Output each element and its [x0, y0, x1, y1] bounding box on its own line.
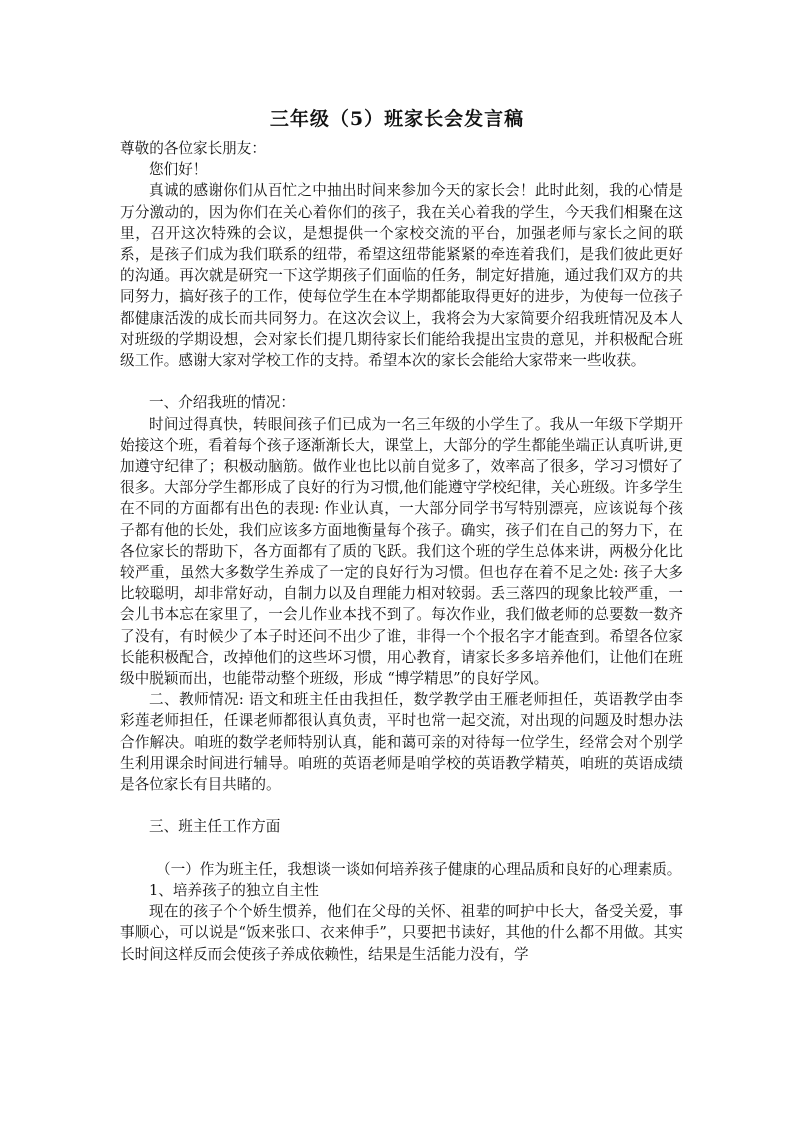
document-body — [120, 138, 683, 965]
salutation: 尊敬的各位家长朋友： — [120, 140, 266, 157]
section3-heading: 三、班主任工作方面 — [149, 818, 281, 836]
section1-heading: 一、介绍我班的情况： — [149, 394, 295, 412]
spacer — [120, 838, 683, 859]
section2-paragraph: 二、教师情况: 语文和班主任由我担任，数学教学由王雁老师担任，英语教学由李彩莲老师担任，任课老师都很认真负责，平时也常一起交流，对出现的问题及时想办法合作解决。咱班的数学老师特别认真，能和蔼可亲的对待每一位学生，经常会对个别学生利用课余时间进行辅导。咱班的英语老师是咱学校的英语教学精英，咱班的英语成绩是各位家长有目共睹的。 — [120, 691, 683, 794]
intro-paragraph: 真诚的感谢你们从百忙之中抽出时间来参加今天的家长会！此时此刻，我的心情是万分激动的，因为你们在关心着你们的孩子，我在关心着我的学生，今天我们相聚在这里，召开这次特殊的会议，是想提供一个家校交流的平台，加强老师与家长之间的联系，是孩子们成为我们联系的纽带，希望这纽带能紧紧的牵连着我们，是我们彼此更好的沟通。再次就是研究一下这学期孩子们面临的任务，制定好措施，通过我们双方的共同努力，搞好孩子的工作，使每位学生在本学期都能取得更好的进步，为使每一位孩子都健康活泼的成长而共同努力。在这次会议上，我将会为大家简要介绍我班情况及本人对班级的学期设想，会对家长们提几期待家长们能给我提出宝贵的意见，并积极配合班级工作。感谢大家对学校工作的支持。希望本次的家长会能给大家带来一些收获。 — [120, 182, 683, 370]
greeting: 您们好！ — [149, 161, 208, 179]
section3-subheading: （一）作为班主任，我想谈一谈如何培养孩子健康的心理品质和良好的心理素质。 — [156, 860, 682, 878]
section1-paragraph: 时间过得真快，转眼间孩子们已成为一名三年级的小学生了。我从一年级下学期开始接这个班，看着每个孩子逐渐渐长大，课堂上，大部分的学生都能坐端正认真听讲,更加遵守纪律了；积极动脑筋。做作业也比以前自觉多了，效率高了很多，学习习惯好了很多。大部分学生都形成了良好的行为习惯,他们能遵守学校纪律，关心班级。许多学生在不同的方面都有出色的表现: 作业认真，一大部分同学书写特别漂亮，应该说每个孩子都有他的长处，我们应该多方面地衡量每个孩子。确实，孩子们在自己的努力下，在各位家长的帮助下，各方面都有了质的飞跃。我们这个班的学生总体来讲，两极分化比较严重，虽然大多数学生养成了一定的良好行为习惯。但也存在着不足之处: 孩子大多比较聪明，却非常好动，自制力以及自理能力相对较弱。丢三落四的现象比较严重，一会儿书本忘在家里了，一会儿作业本找不到了。每次作业，我们做老师的总要数一数齐了没有，有时候少了本子时还问不出少了谁，非得一个个报名字才能查到。希望各位家长能积极配合，改掉他们的这些坏习惯，用心教育，请家长多多培养他们，让他们在班级中脱颖而出，也能带动整个班级，形成 “博学精思”的良好学风。 — [120, 415, 683, 688]
point1-heading: 1、培养孩子的独立自主性 — [149, 882, 319, 900]
document-title: 三年级（5）班家长会发言稿 — [269, 108, 525, 130]
spacer — [120, 795, 683, 816]
point1-paragraph: 现在的孩子个个娇生惯养，他们在父母的关怀、祖辈的呵护中长大，备受关爱，事事顺心，可以说是“饭来张口、衣来伸手”，只要把书读好，其他的什么都不用做。其实长时间这样反而会使孩子养成依赖性，结果是生活能力没有，学 — [120, 903, 683, 963]
spacer — [120, 371, 683, 392]
